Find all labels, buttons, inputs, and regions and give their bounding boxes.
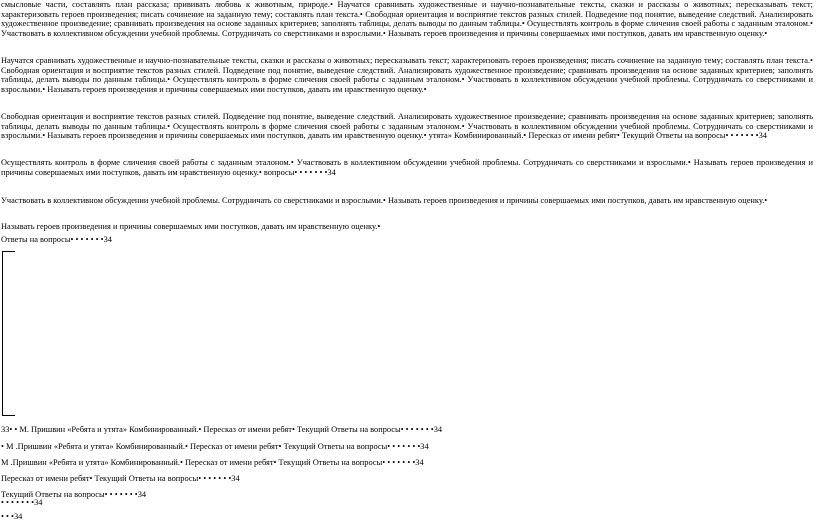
bottom-line-1: 33• • М. Пришвин «Ребята и утята» Комбинированный.• Пересказ от имени ребят• Текущий Ответы на вопросы• • • • • • •34 [1,425,443,434]
bottom-line-6: • • • • • • •34 [1,498,43,507]
paragraph-1: смысловые части, составлять план рассказа; прививать любовь к животным, природе.• Научатся сравнивать художественные и научно-познавательные тексты, сказки и рассказы о животных; пересказывать текст; характеризовать героев произведения; писать сочинение на заданную тему; составлять план текста.• Свободная ориентация и восприятие текстов разных стилей. Подведение под понятие, выведение следствий. Анализировать художественное произведение; сравнивать произведения на основе заданных критериев; заполнять таблицы, делать выводы по данным таблицы.• Осуществлять контроль в форме сличения своей работы с заданным эталоном.• Участвовать в коллективном обсуждении учебной проблемы. Сотрудничать со сверстниками и взрослыми.• Называть героев произведения и причины совершаемых ими поступков, давать им нравственную оценку.• [1,0,813,38]
answers-line: Ответы на вопросы• • • • • • •34 [1,235,112,244]
table-border [2,251,15,416]
bottom-line-3: М .Пришвин «Ребята и утята» Комбинированный.• Пересказ от имени ребят• Текущий Ответы на вопросы• • • • • • •34 [1,458,424,467]
bottom-line-4: Пересказ от имени ребят• Текущий Ответы на вопросы• • • • • • •34 [1,474,240,483]
bottom-line-5: Текущий Ответы на вопросы• • • • • • •34 [1,490,147,499]
bottom-line-2: • М .Пришвин «Ребята и утята» Комбинированный.• Пересказ от имени ребят• Текущий Ответы на вопросы• • • • • • •34 [1,442,429,451]
paragraph-6: Называть героев произведения и причины совершаемых ими поступков, давать им нравственную оценку.• [1,222,381,231]
bottom-line-7: • • •34 [1,512,23,521]
paragraph-5: Участвовать в коллективном обсуждении учебной проблемы. Сотрудничать со сверстниками и взрослыми.• Называть героев произведения и причины совершаемых ими поступков, давать им нравственную оценку.• [1,196,768,205]
paragraph-4: Осуществлять контроль в форме сличения своей работы с заданным эталоном.• Участвовать в коллективном обсуждении учебной проблемы. Сотрудничать со сверстниками и взрослыми.• Называть героев произведения и причины совершаемых ими поступков, давать им нравственную оценку.• вопросы• • • • • • •34 [1,158,813,177]
paragraph-2: Научатся сравнивать художественные и научно-познавательные тексты, сказки и рассказы о животных; пересказывать текст; характеризовать героев произведения; писать сочинение на заданную тему; составлять план текста.• Свободная ориентация и восприятие текстов разных стилей. Подведение под понятие, выведение следствий. Анализировать художественное произведение; сравнивать произведения на основе заданных критериев; заполнять таблицы, делать выводы по данным таблицы.• Осуществлять контроль в форме сличения своей работы с заданным эталоном.• Участвовать в коллективном обсуждении учебной проблемы. Сотрудничать со сверстниками и взрослыми.• Называть героев произведения и причины совершаемых ими поступков, давать им нравственную оценку.• [1,56,813,94]
paragraph-3: Свободная ориентация и восприятие текстов разных стилей. Подведение под понятие, выведение следствий. Анализировать художественное произведение; сравнивать произведения на основе заданных критериев; заполнять таблицы, делать выводы по данным таблицы.• Осуществлять контроль в форме сличения своей работы с заданным эталоном.• Участвовать в коллективном обсуждении учебной проблемы. Сотрудничать со сверстниками и взрослыми.• Называть героев произведения и причины совершаемых ими поступков, давать им нравственную оценку.• утята» Комбинированный.• Пересказ от имени ребят• Текущий Ответы на вопросы• • • • • • •34 [1,112,813,141]
